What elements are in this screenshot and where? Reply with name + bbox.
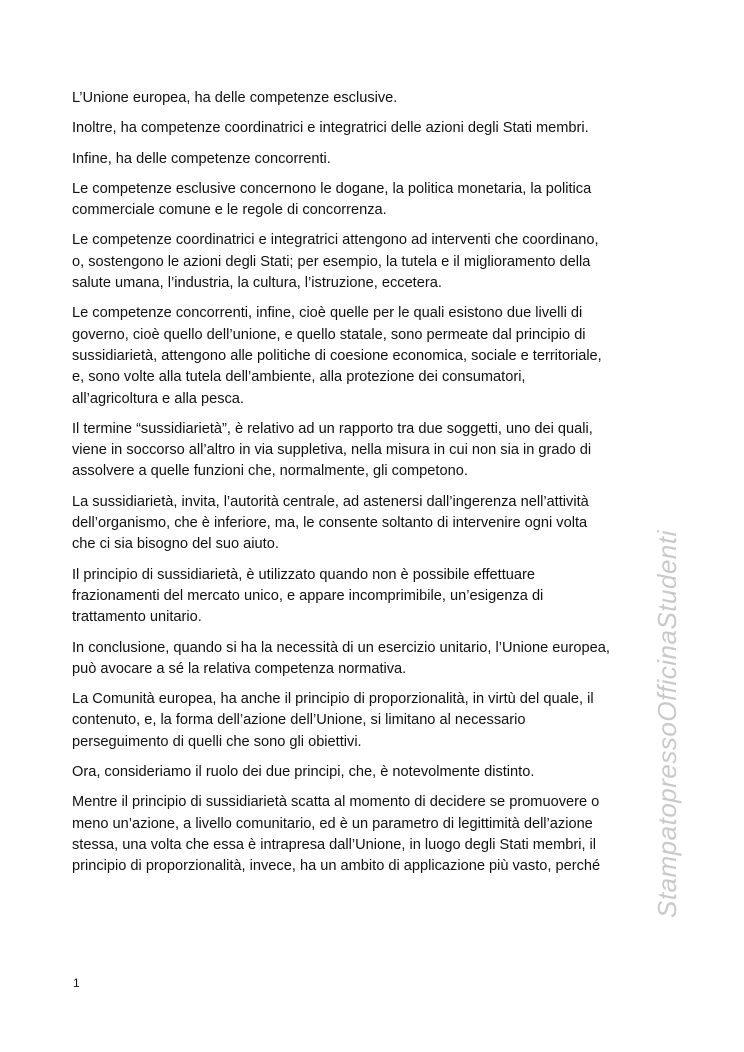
text-line: governo, cioè quello dell’unione, e quello statale, sono permeate dal principio di	[72, 326, 586, 343]
paragraph	[72, 88, 672, 109]
text-line: o, sostengono le azioni degli Stati; per esempio, la tutela e il miglioramento della	[72, 253, 591, 270]
text-line: dell’organismo, che è inferiore, ma, le consente soltanto di intervenire ogni volta	[72, 515, 588, 532]
paragraph	[72, 762, 672, 783]
text-line: L’Unione europea, ha delle competenze esclusive.	[72, 90, 398, 106]
text-line: frazionamenti del mercato unico, e appare incomprimibile, un’esigenza di	[72, 587, 544, 604]
text-line: assolvere a quelle funzioni che, normalmente, gli competono.	[72, 463, 468, 480]
paragraph	[72, 689, 672, 753]
text-line: In conclusione, quando si ha la necessità di un esercizio unitario, l’Unione europea,	[72, 639, 610, 656]
text-line: all’agricoltura e alla pesca.	[72, 390, 244, 407]
text-line: Infine, ha delle competenze concorrenti.	[72, 150, 331, 167]
text-line: Ora, consideriamo il ruolo dei due principi, che, è notevolmente distinto.	[72, 764, 535, 781]
text-line: La sussidiarietà, invita, l’autorità centrale, ad astenersi dall’ingerenza nell’attività	[72, 493, 589, 510]
text-line: Le competenze coordinatrici e integratrici attengono ad interventi che coordinano,	[72, 232, 599, 249]
paragraph	[72, 230, 672, 294]
paragraph	[72, 303, 672, 409]
text-line: stessa, una volta che essa è intrapresa dall’Unione, in luogo degli Stati membri, il	[72, 836, 597, 853]
text-line: contenuto, e, la forma dell’azione dell’Unione, si limitano al necessario	[72, 712, 526, 729]
text-line: Mentre il principio di sussidiarietà scatta al momento di decidere se promuovere o	[72, 794, 600, 811]
watermark: StampatopressoOfficinaStudenti	[652, 530, 682, 918]
paragraph	[72, 149, 672, 170]
text-line: Il termine “sussidiarietà”, è relativo ad un rapporto tra due soggetti, uno dei quali,	[72, 420, 593, 437]
document-body	[72, 88, 672, 887]
paragraph	[72, 638, 672, 681]
text-line: Le competenze concorrenti, infine, cioè quelle per le quali esistono due livelli di	[72, 305, 583, 322]
text-line: che ci sia bisogno del suo aiuto.	[72, 536, 279, 553]
paragraph	[72, 118, 672, 139]
text-line: commerciale comune e le regole di concorrenza.	[72, 202, 387, 219]
text-line: trattamento unitario.	[72, 609, 202, 626]
text-line: perseguimento di quelli che sono gli obiettivi.	[72, 733, 362, 750]
text-line: salute umana, l’industria, la cultura, l’istruzione, eccetera.	[72, 275, 442, 292]
paragraph	[72, 492, 672, 556]
text-line: principio di proporzionalità, invece, ha un ambito di applicazione più vasto, perché	[72, 858, 601, 875]
text-line: Il principio di sussidiarietà, è utilizzato quando non è possibile effettuare	[72, 566, 535, 583]
text-line: meno un’azione, a livello comunitario, ed è un parametro di legittimità dell’azione	[72, 815, 593, 832]
paragraph	[72, 565, 672, 629]
page-number: 1	[73, 976, 80, 990]
text-line: La Comunità europea, ha anche il principio di proporzionalità, in virtù del quale, il	[72, 691, 594, 708]
paragraph	[72, 792, 672, 877]
text-line: Inoltre, ha competenze coordinatrici e integratrici delle azioni degli Stati membri.	[72, 120, 589, 137]
text-line: viene in soccorso all’altro in via suppletiva, nella misura in cui non sia in grado di	[72, 442, 592, 459]
paragraph	[72, 419, 672, 483]
text-line: può avocare a sé la relativa competenza normativa.	[72, 660, 407, 677]
text-line: e, sono volte alla tutela dell’ambiente, alla protezione dei consumatori,	[72, 369, 526, 386]
paragraph	[72, 179, 672, 222]
text-line: sussidiarietà, attengono alle politiche di coesione economica, sociale e territoriale,	[72, 347, 602, 364]
text-line: Le competenze esclusive concernono le dogane, la politica monetaria, la politica	[72, 180, 592, 197]
